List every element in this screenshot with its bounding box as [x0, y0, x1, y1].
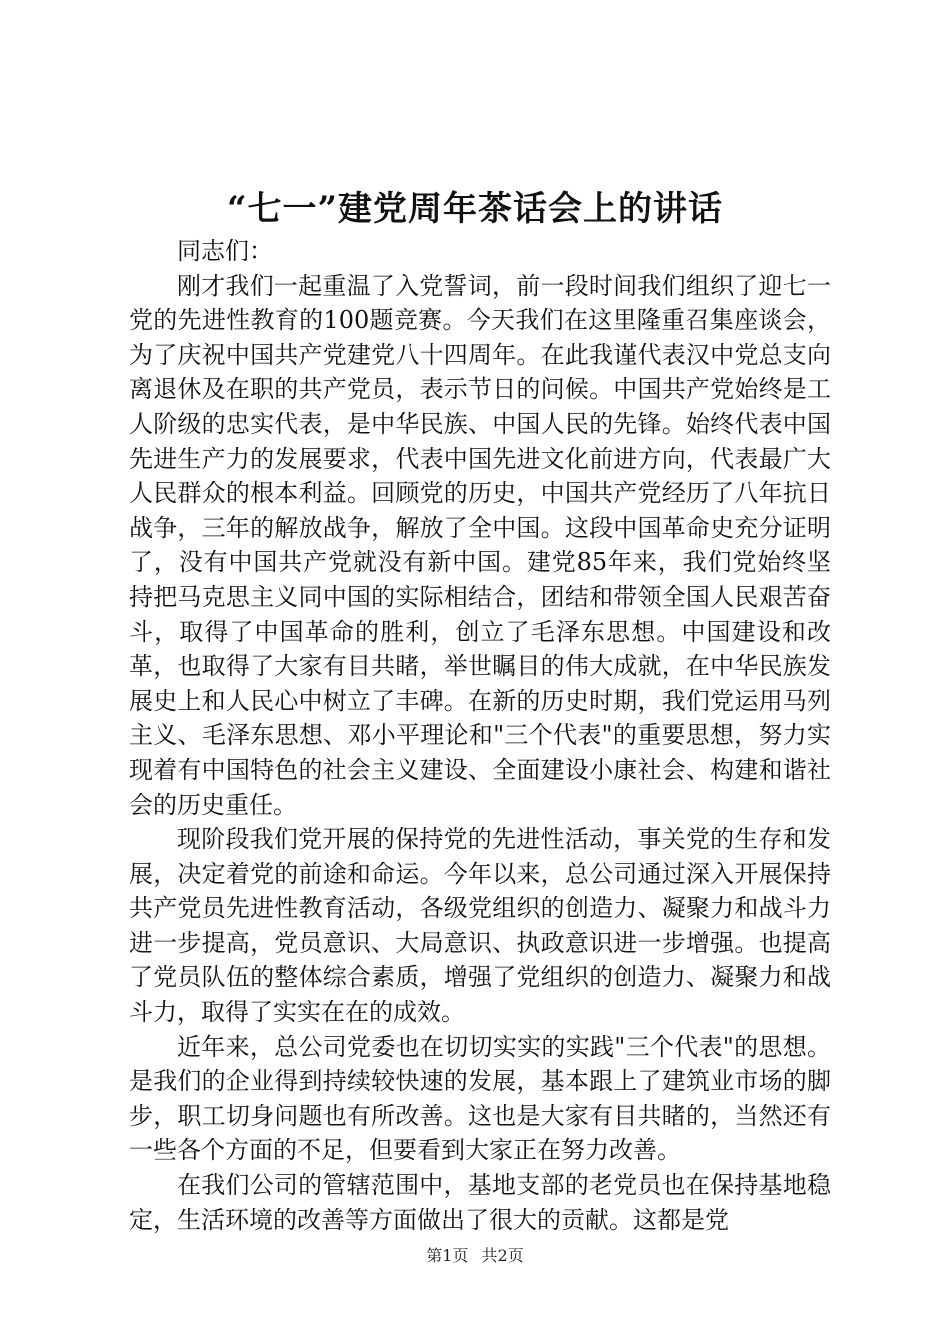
- document-title: “七一”建党周年茶话会上的讲话: [226, 189, 724, 229]
- page-number-current: 第1页: [426, 1246, 469, 1265]
- page-number-total: 共2页: [481, 1246, 524, 1265]
- page-footer: [0, 1245, 950, 1267]
- document-body: [129, 234, 831, 1237]
- salutation: 同志们：: [177, 237, 273, 265]
- paragraph-1: 刚才我们一起重温了入党誓词，前一段时间我们组织了迎七一党的先进性教育的100题竞赛。今天我们在这里隆重召集座谈会，为了庆祝中国共产党建党八十四周年。在此我谨代表汉中党总支向离退休及在职的共产党员，表示节日的问候。中国共产党始终是工人阶级的忠实代表，是中华民族、中国人民的先锋。始终代表中国先进生产力的发展要求，代表中国先进文化前进方向，代表最广大人民群众的根本利益。回顾党的历史，中国共产党经历了八年抗日战争，三年的解放战争，解放了全中国。这段中国革命史充分证明了，没有中国共产党就没有新中国。建党85年来，我们党始终坚持把马克思主义同中国的实际相结合，团结和带领全国人民艰苦奋斗，取得了中国革命的胜利，创立了毛泽东思想。中国建设和改革，也取得了大家有目共睹，举世瞩目的伟大成就，在中华民族发展史上和人民心中树立了丰碑。在新的历史时期，我们党运用马列主义、毛泽东思想、邓小平理论和"三个代表"的重要思想，努力实现着有中国特色的社会主义建设、全面建设小康社会、构建和谐社会的历史重任。: [129, 271, 831, 819]
- paragraph-3: 近年来，总公司党委也在切切实实的实践"三个代表"的思想。是我们的企业得到持续较快速的发展，基本跟上了建筑业市场的脚步，职工切身问题也有所改善。这也是大家有目共睹的，当然还有一些各个方面的不足，但要看到大家正在努力改善。: [129, 1032, 831, 1165]
- paragraph-4: 在我们公司的管辖范围中，基地支部的老党员也在保持基地稳定，生活环境的改善等方面做出了很大的贡献。这都是党: [129, 1171, 831, 1234]
- paragraph-2: 现阶段我们党开展的保持党的先进性活动，事关党的生存和发展，决定着党的前途和命运。今年以来，总公司通过深入开展保持共产党员先进性教育活动，各级党组织的创造力、凝聚力和战斗力进一步提高，党员意识、大局意识、执政意识进一步增强。也提高了党员队伍的整体综合素质，增强了党组织的创造力、凝聚力和战斗力，取得了实实在在的成效。: [129, 825, 831, 1027]
